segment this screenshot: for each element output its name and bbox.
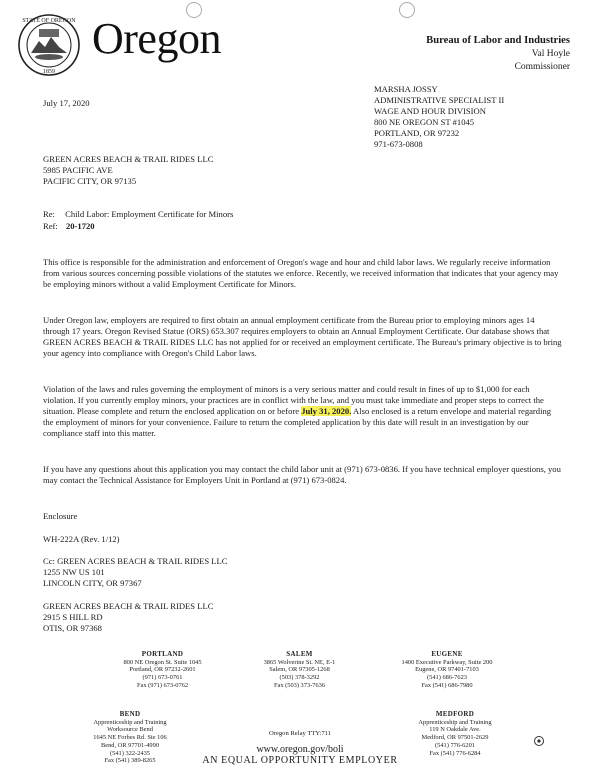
recipient-block <box>43 154 213 187</box>
official-title: Commissioner <box>514 62 570 72</box>
ref-label: Ref: <box>43 221 58 231</box>
paragraph-2: Under Oregon law, employers are required to first obtain an annual employment certificate from the Bureau prior to employing minors ages 14 through 17 years. Oregon Revised Statue (ORS) 653.307 requires employers to obtain an Annual Employment Certificate. Our database shows that GREEN ACRES BEACH & TRAIL RIDES LLC has not applied for or received an employment certificate. The Bureau's primary objective is to bring your agency into compliance with Oregon's Child Labor laws. <box>43 315 562 358</box>
oregon-logo: Oregon <box>92 14 221 63</box>
deadline-highlight: July 31, 2020. <box>301 406 352 416</box>
svg-text:1859: 1859 <box>43 69 55 75</box>
office-bend: BEND Apprenticeship and Training Worksource Bend 1645 NE Forbes Rd. Ste 106 Bend, OR 97701-4990 (541) 322-2435 Fax (541) 389-8265 <box>93 710 167 765</box>
re-label: Re: <box>43 209 55 219</box>
office-salem: SALEM 3865 Wolverine St. NE, E-1 Salem, OR 97305-1268 (503) 378-3292 Fax (503) 373-7636 <box>263 650 336 689</box>
ref-line <box>43 221 95 232</box>
addr2-line-3: OTIS, OR 97368 <box>43 623 102 633</box>
eoe-line: AN EQUAL OPPORTUNITY EMPLOYER <box>202 755 398 766</box>
recipient-street: 5985 PACIFIC AVE <box>43 165 113 175</box>
addr2-line-2: 2915 S HILL RD <box>43 612 103 622</box>
sender-title: ADMINISTRATIVE SPECIALIST II <box>374 95 505 105</box>
second-address-block <box>43 601 213 634</box>
bureau-name: Bureau of Labor and Industries <box>426 35 570 46</box>
official-name: Val Hoyle <box>531 49 570 59</box>
sender-street: 800 NE OREGON ST #1045 <box>374 117 475 127</box>
office-portland: PORTLAND 800 NE Oregon St. Suite 1045 Portland, OR 97232-2601 (971) 673-0761 Fax (971) 673-0762 <box>123 650 202 689</box>
paragraph-4: If you have any questions about this application you may contact the child labor unit at (971) 673-0836. If you have technical employer questions, you may contact the Technical Assistance for Employers Unit in Portland at (971) 673-0824. <box>43 464 561 485</box>
letter-date: July 17, 2020 <box>43 98 90 108</box>
cc-block <box>43 556 228 589</box>
re-text: Child Labor: Employment Certificate for Minors <box>65 209 234 219</box>
office-eugene: EUGENE 1400 Executive Parkway, Suite 200 Eugene, OR 97401-7103 (541) 686-7623 Fax (541) 686-7980 <box>401 650 493 689</box>
relay-line: Oregon Relay TTY:711 <box>268 730 332 737</box>
form-code: WH-222A (Rev. 1/12) <box>43 534 120 544</box>
enclosure-line: Enclosure <box>43 511 78 521</box>
sender-phone: 971-673-0808 <box>374 139 423 149</box>
sender-block <box>374 84 504 150</box>
state-seal-icon <box>17 13 81 77</box>
sender-division: WAGE AND HOUR DIVISION <box>374 106 486 116</box>
p3-after: Also enclosed is a return envelope and material regarding the employment of minors for your convenience. Failure to return the completed application by this date will result in an investigation by our compliance staff into this matter. <box>43 406 552 438</box>
paragraph-1: This office is responsible for the administration and enforcement of Oregon's wage and hour and child labor laws. We regularly receive information from various sources concerning possible violations of the statutes we enforce. Recently, we received information that indicates that your agency may be employing minors without a valid Employment Certificate for Minors. <box>43 257 559 289</box>
recycle-icon <box>533 735 545 747</box>
addr2-line-1: GREEN ACRES BEACH & TRAIL RIDES LLC <box>43 601 214 611</box>
sender-city: PORTLAND, OR 97232 <box>374 128 460 138</box>
cc-line-2: 1255 NW US 101 <box>43 567 105 577</box>
paragraph-3 <box>43 384 563 439</box>
office-medford: MEDFORD Apprenticeship and Training 119 N Oakdale Ave. Medford, OR 97501-2629 (541) 776-6201 Fax (541) 776-6284 <box>418 710 492 757</box>
cc-line-1: Cc: GREEN ACRES BEACH & TRAIL RIDES LLC <box>43 556 228 566</box>
ref-value: 20-1720 <box>65 221 95 231</box>
cc-line-3: LINCOLN CITY, OR 97367 <box>43 578 142 588</box>
recipient-name: GREEN ACRES BEACH & TRAIL RIDES LLC <box>43 154 214 164</box>
website-line[interactable]: www.oregon.gov/boli <box>256 744 344 755</box>
recipient-city: PACIFIC CITY, OR 97135 <box>43 176 137 186</box>
p3-before: Violation of the laws and rules governing the employment of minors is a very serious matter and could result in fines of up to $1,000 for each violation. If you currently employ minors, your practices are in conflict with the law, and you must take immediate and proper steps to correct the situation. Please complete and return the enclosed application on or before <box>43 384 544 416</box>
svg-text:STATE OF OREGON: STATE OF OREGON <box>22 18 76 24</box>
re-line <box>43 209 233 220</box>
sender-name: MARSHA JOSSY <box>374 84 438 94</box>
punch-hole-right <box>399 2 415 18</box>
